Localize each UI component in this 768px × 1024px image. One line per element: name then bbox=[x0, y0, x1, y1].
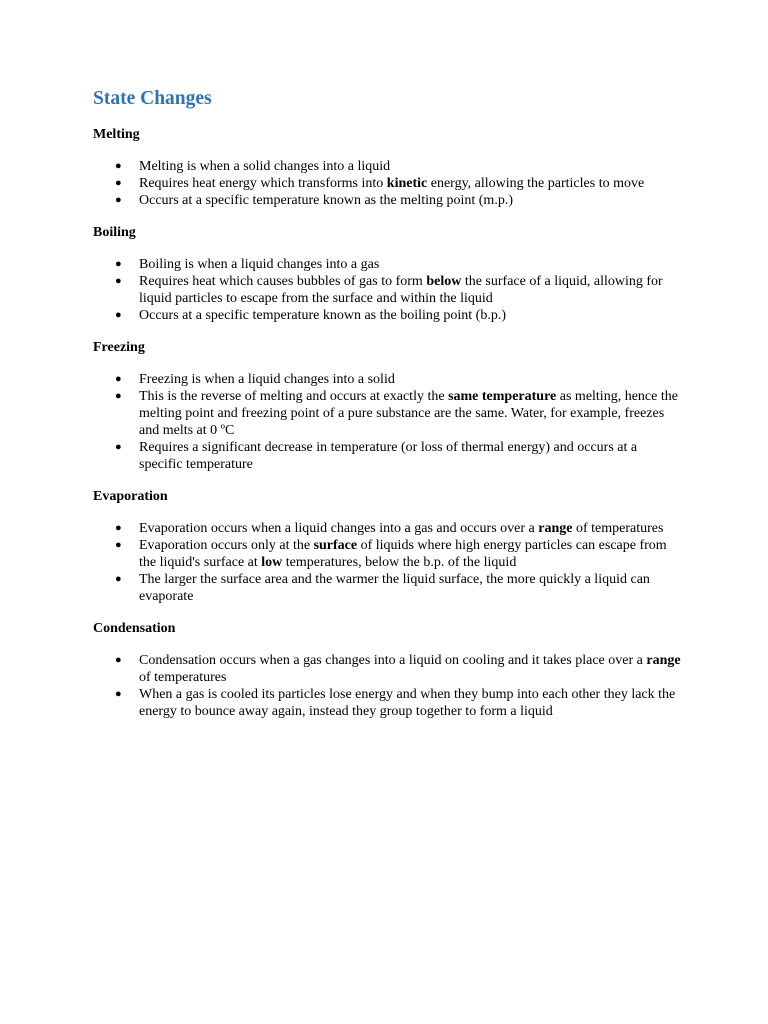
section-heading-condensation: Condensation bbox=[93, 621, 176, 636]
bullet-text bbox=[139, 274, 663, 306]
emphasis-text: same temperature bbox=[448, 389, 557, 404]
emphasis-text: low bbox=[261, 555, 283, 570]
text-segment: Evaporation occurs when a liquid changes into a gas and occurs over a bbox=[139, 521, 539, 536]
document-title: State Changes bbox=[93, 88, 212, 109]
bullet-text bbox=[139, 653, 681, 685]
bullet-dot-icon: ● bbox=[115, 177, 122, 189]
bullet-text bbox=[139, 521, 663, 536]
emphasis-text: kinetic bbox=[386, 176, 428, 191]
bullet-dot-icon: ● bbox=[115, 390, 122, 402]
bullet-text bbox=[139, 193, 513, 208]
bullet-dot-icon: ● bbox=[115, 160, 122, 172]
text-segment: When a gas is cooled its particles lose energy and when they bump into each other they lack the energy to bounce away again, instead they group together to form a liquid bbox=[139, 687, 676, 719]
bullet-dot-icon: ● bbox=[115, 654, 122, 666]
list-item bbox=[93, 175, 681, 192]
bullet-text bbox=[139, 159, 390, 174]
list-item bbox=[93, 439, 681, 473]
text-segment: Condensation occurs when a gas changes into a liquid on cooling and it takes place over a bbox=[139, 653, 647, 668]
bullet-dot-icon: ● bbox=[115, 275, 122, 287]
bullet-text bbox=[139, 308, 506, 323]
list-item bbox=[93, 256, 681, 273]
document-page bbox=[93, 86, 693, 735]
bullet-text bbox=[139, 572, 650, 604]
list-item bbox=[93, 520, 681, 537]
bullet-dot-icon: ● bbox=[115, 539, 122, 551]
bullet-dot-icon: ● bbox=[115, 573, 122, 585]
text-segment: The larger the surface area and the warmer the liquid surface, the more quickly a liquid can evaporate bbox=[139, 572, 650, 604]
list-item bbox=[93, 686, 681, 720]
bullet-text bbox=[139, 257, 379, 272]
list-item bbox=[93, 652, 681, 686]
list-item bbox=[93, 273, 681, 307]
emphasis-text: below bbox=[426, 274, 462, 289]
section-heading-evaporation: Evaporation bbox=[93, 489, 168, 504]
emphasis-text: range bbox=[646, 653, 681, 668]
sections-container bbox=[93, 126, 693, 720]
text-segment: Requires heat which causes bubbles of gas to form bbox=[139, 274, 427, 289]
text-segment: as melting, hence the melting point and freezing point of a pure substance are the same. Water, for example, freezes and melts at 0 ºC bbox=[139, 389, 678, 438]
bullet-list bbox=[93, 158, 693, 209]
bullet-list bbox=[93, 256, 693, 324]
emphasis-text: surface bbox=[313, 538, 358, 553]
section-heading-melting: Melting bbox=[93, 127, 140, 142]
emphasis-text: range bbox=[538, 521, 573, 536]
bullet-text bbox=[139, 538, 667, 570]
bullet-text bbox=[139, 389, 678, 438]
text-segment: of liquids where high energy particles can escape from the liquid's surface at bbox=[139, 538, 667, 570]
section-heading-boiling: Boiling bbox=[93, 225, 136, 240]
bullet-dot-icon: ● bbox=[115, 194, 122, 206]
text-segment: Occurs at a specific temperature known as the boiling point (b.p.) bbox=[139, 308, 506, 323]
bullet-dot-icon: ● bbox=[115, 258, 122, 270]
list-item bbox=[93, 371, 681, 388]
bullet-text bbox=[139, 440, 637, 472]
bullet-dot-icon: ● bbox=[115, 441, 122, 453]
bullet-dot-icon: ● bbox=[115, 688, 122, 700]
text-segment: of temperatures bbox=[572, 521, 664, 536]
bullet-list bbox=[93, 520, 693, 605]
text-segment: energy, allowing the particles to move bbox=[427, 176, 645, 191]
list-item bbox=[93, 388, 681, 439]
section-heading-freezing: Freezing bbox=[93, 340, 145, 355]
text-segment: Requires a significant decrease in temperature (or loss of thermal energy) and occurs at a specific temperature bbox=[139, 440, 638, 472]
text-segment: Freezing is when a liquid changes into a solid bbox=[139, 372, 395, 387]
text-segment: This is the reverse of melting and occurs at exactly the bbox=[139, 389, 449, 404]
bullet-list bbox=[93, 652, 693, 720]
bullet-list bbox=[93, 371, 693, 473]
text-segment: temperatures, below the b.p. of the liquid bbox=[282, 555, 517, 570]
text-segment: Occurs at a specific temperature known as the melting point (m.p.) bbox=[139, 193, 513, 208]
bullet-dot-icon: ● bbox=[115, 309, 122, 321]
list-item bbox=[93, 571, 681, 605]
text-segment: Evaporation occurs only at the bbox=[139, 538, 314, 553]
list-item bbox=[93, 158, 681, 175]
list-item bbox=[93, 537, 681, 571]
bullet-dot-icon: ● bbox=[115, 522, 122, 534]
text-segment: Requires heat energy which transforms into bbox=[139, 176, 387, 191]
text-segment: Boiling is when a liquid changes into a gas bbox=[139, 257, 380, 272]
bullet-text bbox=[139, 687, 675, 719]
bullet-text bbox=[139, 176, 644, 191]
list-item bbox=[93, 192, 681, 209]
bullet-text bbox=[139, 372, 395, 387]
list-item bbox=[93, 307, 681, 324]
text-segment: Melting is when a solid changes into a liquid bbox=[139, 159, 391, 174]
text-segment: the surface of a liquid, allowing for liquid particles to escape from the surface and within the liquid bbox=[139, 274, 663, 306]
bullet-dot-icon: ● bbox=[115, 373, 122, 385]
text-segment: of temperatures bbox=[139, 670, 227, 685]
